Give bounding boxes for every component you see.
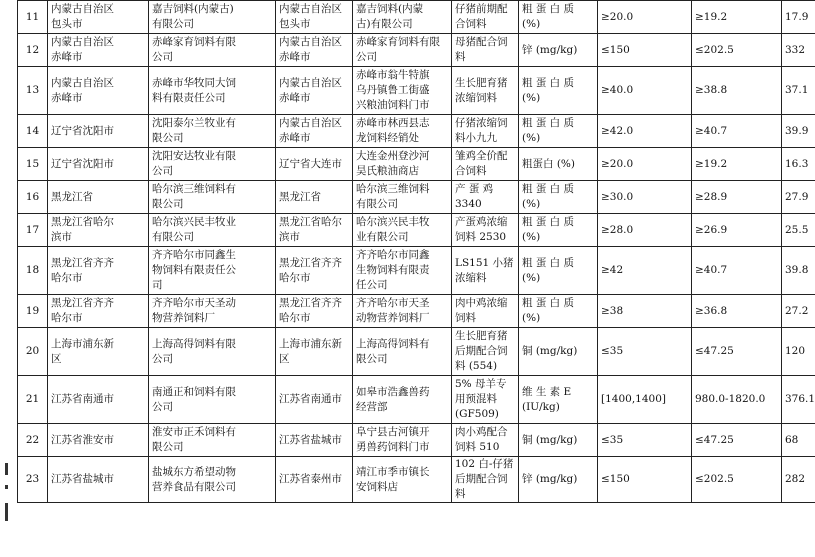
production-region-cell: 辽宁省沈阳市 <box>48 148 149 181</box>
seller-region-cell: 内蒙古自治区 赤峰市 <box>276 115 353 148</box>
test-result-cell: 17.9 <box>782 1 815 34</box>
margin-binding-mark <box>2 463 14 523</box>
table-row <box>18 214 815 247</box>
seller-region-cell: 黑龙江省齐齐 哈尔市 <box>276 295 353 328</box>
producer-cell: 齐齐哈尔市天圣动 物营养饲料厂 <box>149 295 276 328</box>
product-name-cell: 5% 母羊专 用预混料 (GF509) <box>452 376 519 424</box>
test-result-cell: 332 <box>782 34 815 67</box>
judgement-value-cell: ≥36.8 <box>692 295 782 328</box>
test-result-cell: 27.9 <box>782 181 815 214</box>
judgement-value-cell: ≤202.5 <box>692 457 782 503</box>
product-name-cell: 肉中鸡浓缩 饲料 <box>452 295 519 328</box>
production-region-cell: 黑龙江省哈尔 滨市 <box>48 214 149 247</box>
table-row <box>18 457 815 503</box>
standard-value-cell: ≥42.0 <box>598 115 692 148</box>
seller-region-cell: 黑龙江省齐齐 哈尔市 <box>276 247 353 295</box>
producer-cell: 齐齐哈尔市同鑫生 物饲料有限责任公 司 <box>149 247 276 295</box>
judgement-value-cell: ≥28.9 <box>692 181 782 214</box>
production-region-cell: 上海市浦东新 区 <box>48 328 149 376</box>
test-result-cell: 27.2 <box>782 295 815 328</box>
product-name-cell: 母猪配合饲 料 <box>452 34 519 67</box>
test-result-cell: 39.9 <box>782 115 815 148</box>
test-item-cell: 锌 (mg/kg) <box>519 34 598 67</box>
seller-region-cell: 辽宁省大连市 <box>276 148 353 181</box>
test-item-cell: 粗 蛋 白 质 (%) <box>519 181 598 214</box>
row-number: 14 <box>18 115 48 148</box>
standard-value-cell: ≥38 <box>598 295 692 328</box>
producer-cell: 赤峰家育饲料有限 公司 <box>149 34 276 67</box>
producer-cell: 赤峰市华牧同大饲 料有限责任公司 <box>149 67 276 115</box>
test-result-cell: 376.1 <box>782 376 815 424</box>
row-number: 12 <box>18 34 48 67</box>
producer-cell: 盐城东方希望动物 营养食品有限公司 <box>149 457 276 503</box>
producer-cell: 嘉吉饲料(内蒙古) 有限公司 <box>149 1 276 34</box>
seller-cell: 如皋市浩鑫兽药 经营部 <box>353 376 452 424</box>
standard-value-cell: ≥20.0 <box>598 1 692 34</box>
product-name-cell: 仔猪浓缩饲 料小九九 <box>452 115 519 148</box>
producer-cell: 淮安市正禾饲料有 限公司 <box>149 424 276 457</box>
production-region-cell: 黑龙江省齐齐 哈尔市 <box>48 295 149 328</box>
row-number: 11 <box>18 1 48 34</box>
producer-cell: 哈尔滨兴民丰牧业 有限公司 <box>149 214 276 247</box>
test-item-cell: 铜 (mg/kg) <box>519 328 598 376</box>
test-item-cell: 铜 (mg/kg) <box>519 424 598 457</box>
test-item-cell: 粗 蛋 白 质 (%) <box>519 214 598 247</box>
seller-cell: 大连金州登沙河 昊氏粮油商店 <box>353 148 452 181</box>
seller-cell: 哈尔滨三维饲料 有限公司 <box>353 181 452 214</box>
standard-value-cell: ≥42 <box>598 247 692 295</box>
product-name-cell: 102 白-仔猪 后期配合饲 料 <box>452 457 519 503</box>
row-number: 23 <box>18 457 48 503</box>
seller-cell: 嘉吉饲料(内蒙 古)有限公司 <box>353 1 452 34</box>
standard-value-cell: ≤150 <box>598 457 692 503</box>
standard-value-cell: ≥30.0 <box>598 181 692 214</box>
judgement-value-cell: ≥38.8 <box>692 67 782 115</box>
test-item-cell: 粗 蛋 白 质 (%) <box>519 115 598 148</box>
row-number: 18 <box>18 247 48 295</box>
production-region-cell: 内蒙古自治区 包头市 <box>48 1 149 34</box>
judgement-value-cell: ≥40.7 <box>692 247 782 295</box>
producer-cell: 哈尔滨三维饲料有 限公司 <box>149 181 276 214</box>
table-row <box>18 247 815 295</box>
table-row <box>18 181 815 214</box>
table-body <box>18 1 815 503</box>
table-row <box>18 328 815 376</box>
test-item-cell: 粗 蛋 白 质 (%) <box>519 67 598 115</box>
test-result-cell: 68 <box>782 424 815 457</box>
standard-value-cell: [1400,1400] <box>598 376 692 424</box>
producer-cell: 上海高得饲料有限 公司 <box>149 328 276 376</box>
row-number: 17 <box>18 214 48 247</box>
producer-cell: 南通正和饲料有限 公司 <box>149 376 276 424</box>
product-name-cell: 产蛋鸡浓缩 饲料 2530 <box>452 214 519 247</box>
seller-cell: 齐齐哈尔市天圣 动物营养饲料厂 <box>353 295 452 328</box>
production-region-cell: 江苏省淮安市 <box>48 424 149 457</box>
row-number: 13 <box>18 67 48 115</box>
seller-cell: 齐齐哈尔市同鑫 生物饲料有限责 任公司 <box>353 247 452 295</box>
table-row <box>18 295 815 328</box>
judgement-value-cell: 980.0-1820.0 <box>692 376 782 424</box>
product-name-cell: 产 蛋 鸡 3340 <box>452 181 519 214</box>
product-name-cell: LS151 小猪 浓缩料 <box>452 247 519 295</box>
production-region-cell: 黑龙江省齐齐 哈尔市 <box>48 247 149 295</box>
standard-value-cell: ≥28.0 <box>598 214 692 247</box>
test-result-cell: 16.3 <box>782 148 815 181</box>
product-name-cell: 雏鸡全价配 合饲料 <box>452 148 519 181</box>
test-item-cell: 锌 (mg/kg) <box>519 457 598 503</box>
test-item-cell: 粗 蛋 白 质 (%) <box>519 295 598 328</box>
table-row <box>18 115 815 148</box>
row-number: 20 <box>18 328 48 376</box>
product-name-cell: 生长肥育猪 后期配合饲 料 (554) <box>452 328 519 376</box>
product-name-cell: 仔猪前期配 合饲料 <box>452 1 519 34</box>
seller-region-cell: 江苏省泰州市 <box>276 457 353 503</box>
judgement-value-cell: ≤202.5 <box>692 34 782 67</box>
test-item-cell: 维 生 素 E (IU/kg) <box>519 376 598 424</box>
production-region-cell: 江苏省盐城市 <box>48 457 149 503</box>
row-number: 16 <box>18 181 48 214</box>
seller-region-cell: 上海市浦东新 区 <box>276 328 353 376</box>
standard-value-cell: ≤35 <box>598 328 692 376</box>
test-result-cell: 25.5 <box>782 214 815 247</box>
seller-region-cell: 黑龙江省 <box>276 181 353 214</box>
row-number: 19 <box>18 295 48 328</box>
seller-region-cell: 内蒙古自治区 赤峰市 <box>276 34 353 67</box>
table-row <box>18 148 815 181</box>
producer-cell: 沈阳泰尔兰牧业有 限公司 <box>149 115 276 148</box>
row-number: 22 <box>18 424 48 457</box>
seller-cell: 赤峰家育饲料有限 公司 <box>353 34 452 67</box>
test-result-cell: 39.8 <box>782 247 815 295</box>
judgement-value-cell: ≤47.25 <box>692 328 782 376</box>
table-row <box>18 34 815 67</box>
test-item-cell: 粗 蛋 白 质 (%) <box>519 1 598 34</box>
product-name-cell: 肉小鸡配合 饲料 510 <box>452 424 519 457</box>
test-result-cell: 120 <box>782 328 815 376</box>
producer-cell: 沈阳安达牧业有限 公司 <box>149 148 276 181</box>
table-row <box>18 376 815 424</box>
production-region-cell: 黑龙江省 <box>48 181 149 214</box>
standard-value-cell: ≥20.0 <box>598 148 692 181</box>
judgement-value-cell: ≥26.9 <box>692 214 782 247</box>
seller-region-cell: 江苏省南通市 <box>276 376 353 424</box>
seller-cell: 赤峰市林西县志 龙饲料经销处 <box>353 115 452 148</box>
production-region-cell: 辽宁省沈阳市 <box>48 115 149 148</box>
production-region-cell: 内蒙古自治区 赤峰市 <box>48 34 149 67</box>
seller-cell: 赤峰市翁牛特旗 乌丹镇鲁工街盛 兴粮油饲料门市 <box>353 67 452 115</box>
test-result-cell: 37.1 <box>782 67 815 115</box>
judgement-value-cell: ≥19.2 <box>692 1 782 34</box>
seller-cell: 靖江市季市镇长 安饲料店 <box>353 457 452 503</box>
seller-cell: 上海高得饲料有 限公司 <box>353 328 452 376</box>
test-item-cell: 粗蛋白 (%) <box>519 148 598 181</box>
table-row <box>18 1 815 34</box>
product-name-cell: 生长肥育猪 浓缩饲料 <box>452 67 519 115</box>
production-region-cell: 内蒙古自治区 赤峰市 <box>48 67 149 115</box>
row-number: 21 <box>18 376 48 424</box>
row-number: 15 <box>18 148 48 181</box>
standard-value-cell: ≤35 <box>598 424 692 457</box>
judgement-value-cell: ≤47.25 <box>692 424 782 457</box>
sampling-results-table <box>17 0 815 503</box>
test-result-cell: 282 <box>782 457 815 503</box>
judgement-value-cell: ≥40.7 <box>692 115 782 148</box>
standard-value-cell: ≤150 <box>598 34 692 67</box>
test-item-cell: 粗 蛋 白 质 (%) <box>519 247 598 295</box>
table-row <box>18 424 815 457</box>
seller-cell: 哈尔滨兴民丰牧 业有限公司 <box>353 214 452 247</box>
seller-region-cell: 内蒙古自治区 包头市 <box>276 1 353 34</box>
judgement-value-cell: ≥19.2 <box>692 148 782 181</box>
seller-region-cell: 江苏省盐城市 <box>276 424 353 457</box>
production-region-cell: 江苏省南通市 <box>48 376 149 424</box>
table-row <box>18 67 815 115</box>
seller-region-cell: 黑龙江省哈尔 滨市 <box>276 214 353 247</box>
standard-value-cell: ≥40.0 <box>598 67 692 115</box>
seller-cell: 阜宁县古河镇开 勇兽药饲料门市 <box>353 424 452 457</box>
seller-region-cell: 内蒙古自治区 赤峰市 <box>276 67 353 115</box>
